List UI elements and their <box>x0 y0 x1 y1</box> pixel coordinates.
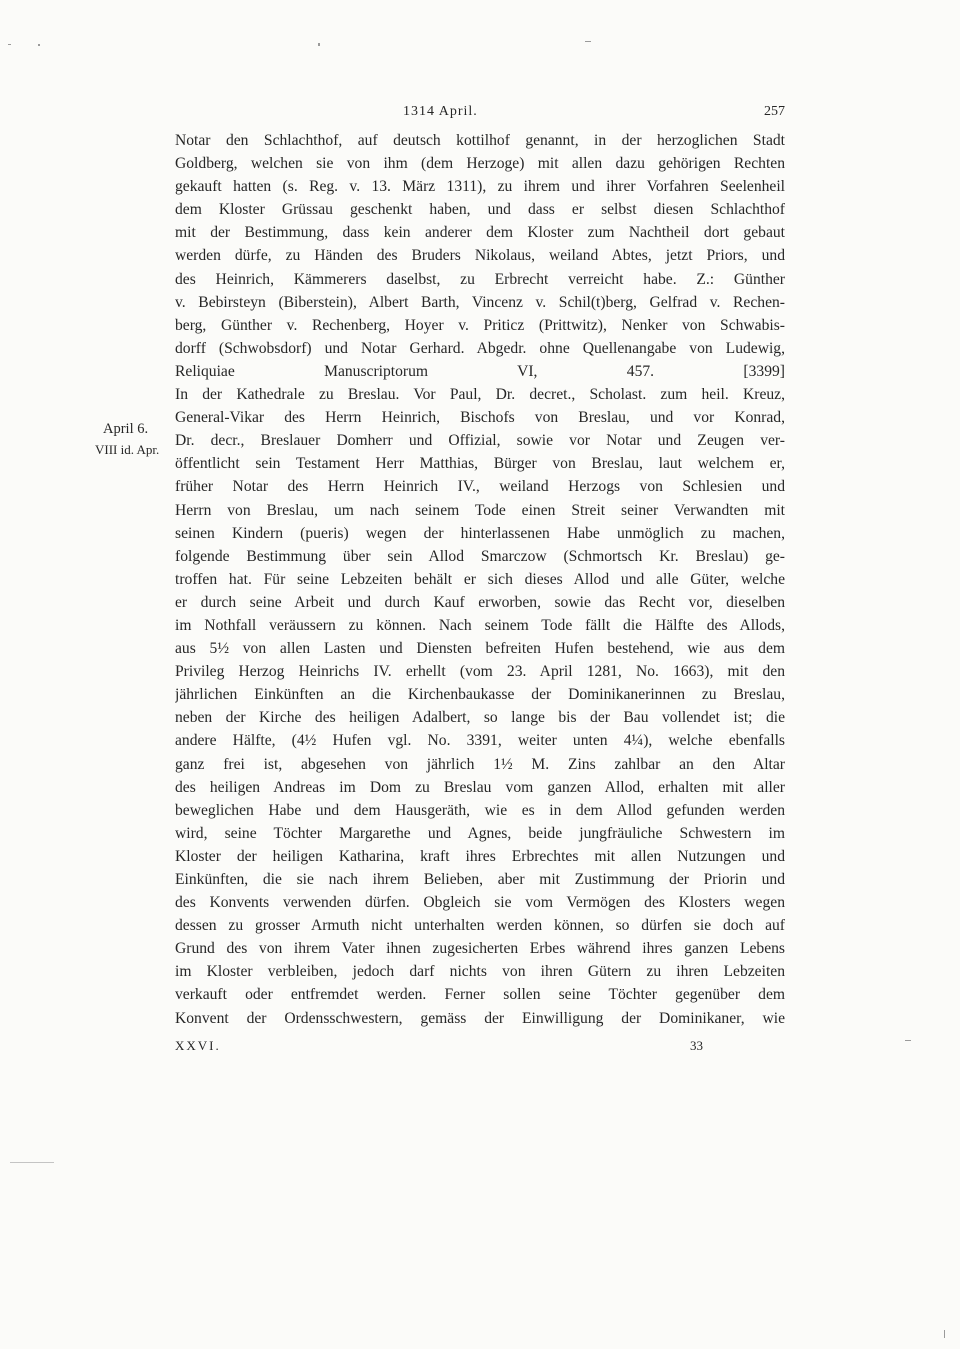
text-line: er durch seine Arbeit und durch Kauf erworben, sowie das Recht vor, dieselben <box>175 593 785 611</box>
text-line: Einkünften, die sie nach ihrem Belieben, aber mit Zustimmung der Priorin und <box>175 871 785 888</box>
text-line: mit der Bestimmung, dass kein anderer dem Kloster zum Nachtheil dort gebaut <box>175 224 785 242</box>
main-text <box>175 129 785 1030</box>
text-line: Konvent der Ordensschwestern, gemäss der Einwilligung der Dominikaner, wie <box>175 1009 785 1027</box>
scan-speck <box>8 44 11 45</box>
text-line: öffentlicht sein Testament Herr Matthias, Bürger von Breslau, laut welchem er, <box>175 455 785 473</box>
text-line: v. Bebirsteyn (Biberstein), Albert Barth, Vincenz v. Schil(t)berg, Gelfrad v. Rechen- <box>175 293 785 311</box>
text-line: jährlichen Einkünften an die Kirchenbaukasse der Dominikanerinnen zu Breslau, <box>175 686 785 704</box>
margin-date: April 6. <box>103 421 149 437</box>
sheet-number: 33 <box>690 1038 703 1053</box>
scan-speck <box>38 44 40 46</box>
text-line: wird, seine Töchter Margarethe und Agnes, beide jungfräuliche Schwestern im <box>175 824 785 842</box>
text-line: Dr. decr., Breslauer Domherr und Offizial, sowie vor Notar und Zeugen ver- <box>175 432 785 450</box>
text-line: berg, Günther v. Rechenberg, Hoyer v. Priticz (Prittwitz), Nenker von Schwabis- <box>175 316 785 334</box>
text-line: General-Vikar des Herrn Heinrich, Bischofs von Breslau, und vor Konrad, <box>175 409 785 427</box>
text-line: aus 5½ von allen Lasten und Diensten befreiten Hufen bestehend, wie aus dem <box>175 640 785 658</box>
text-line: verkauft oder entfremdet werden. Ferner sollen seine Töchter gegenüber dem <box>175 986 785 1004</box>
page-number: 257 <box>764 104 785 119</box>
text-line: des Heinrich, Kämmerers daselbst, zu Erbrecht verreicht habe. Z.: Günther <box>175 270 785 288</box>
text-line: In der Kathedrale zu Breslau. Vor Paul, Dr. decret., Scholast. zum heil. Kreuz, <box>175 386 785 404</box>
text-line: im Nothfall veräussern zu können. Nach seinem Tode fällt die Hälfte des Allods, <box>175 616 785 634</box>
text-line: Grund des von ihrem Vater ihnen zugesicherten Erbes während ihres ganzen Lebens <box>175 940 785 958</box>
text-line: dem Kloster Grüssau geschenkt haben, und dass er selbst diesen Schlachthof <box>175 201 785 219</box>
text-line: andere Hälfte, (4½ Hufen vgl. No. 3391, weiter unten 4¼), welche ebenfalls <box>175 732 785 750</box>
scan-speck <box>10 1162 54 1163</box>
text-line: seinen Kindern (pueris) wegen der hinterlassenen Habe unmöglich zu machen, <box>175 524 785 542</box>
scan-speck <box>944 1330 945 1338</box>
text-line: dorff (Schwobsdorf) und Notar Gerhard. Abgedr. ohne Quellenangabe von Ludewig, <box>175 339 785 357</box>
text-line: dessen zu grosser Armuth nicht unterhalten werden können, so dürfen sie doch auf <box>175 917 785 935</box>
text-line: früher Notar des Herrn Heinrich IV., weiland Herzogs von Schlesien und <box>175 478 785 496</box>
scan-speck <box>585 41 591 42</box>
signature-mark: XXVI. <box>175 1038 221 1053</box>
text-line: Herrn von Breslau, um nach seinem Tode einen Streit seiner Verwandten mit <box>175 501 785 519</box>
running-title: 1314 April. <box>403 104 478 119</box>
text-line: neben der Kirche des heiligen Adalbert, so lange bis der Bau vollendet ist; die <box>175 709 785 727</box>
text-line: Reliquiae Manuscriptorum VI, 457. [3399] <box>175 362 785 380</box>
text-line: des Konvents verwenden dürfen. Obgleich sie vom Vermögen des Klosters wegen <box>175 894 785 912</box>
scan-speck <box>318 43 320 46</box>
text-line: im Kloster verbleiben, jedoch darf nichts von ihren Gütern zu ihren Lebzeiten <box>175 963 785 981</box>
text-line: werden dürfe, zu Händen des Bruders Nikolaus, weiland Abtes, jetzt Priors, und <box>175 247 785 265</box>
text-line: troffen hat. Für seine Lebzeiten behält er sich dieses Allod und alle Güter, welche <box>175 570 785 588</box>
text-line: beweglichen Habe und dem Hausgeräth, wie es in dem Allod gefunden werden <box>175 801 785 819</box>
text-line: folgende Bestimmung über sein Allod Smarczow (Schmortsch Kr. Breslau) ge- <box>175 547 785 565</box>
text-line: des heiligen Andreas im Dom zu Breslau vom ganzen Allod, erhalten mit aller <box>175 778 785 796</box>
scan-speck <box>905 1040 911 1041</box>
text-line: Goldberg, welchen sie von ihm (dem Herzoge) mit allen dazu gehörigen Rechten <box>175 155 785 173</box>
text-line: gekauft hatten (s. Reg. v. 13. März 1311), zu ihrem und ihrer Vorfahren Seelenheil <box>175 178 785 196</box>
text-line: ganz frei ist, abgesehen von jährlich 1½ M. Zins zahlbar an den Altar <box>175 755 785 773</box>
text-line: Notar den Schlachthof, auf deutsch kottilhof genannt, in der herzoglichen Stadt <box>175 132 785 149</box>
margin-roman-date: VIII id. Apr. <box>95 442 160 457</box>
page-header <box>175 104 785 124</box>
text-line: Privileg Herzog Heinrichs IV. erhellt (vom 23. April 1281, No. 1663), mit den <box>175 663 785 681</box>
text-line: Kloster der heiligen Katharina, kraft ihres Erbrechtes mit allen Nutzungen und <box>175 847 785 865</box>
